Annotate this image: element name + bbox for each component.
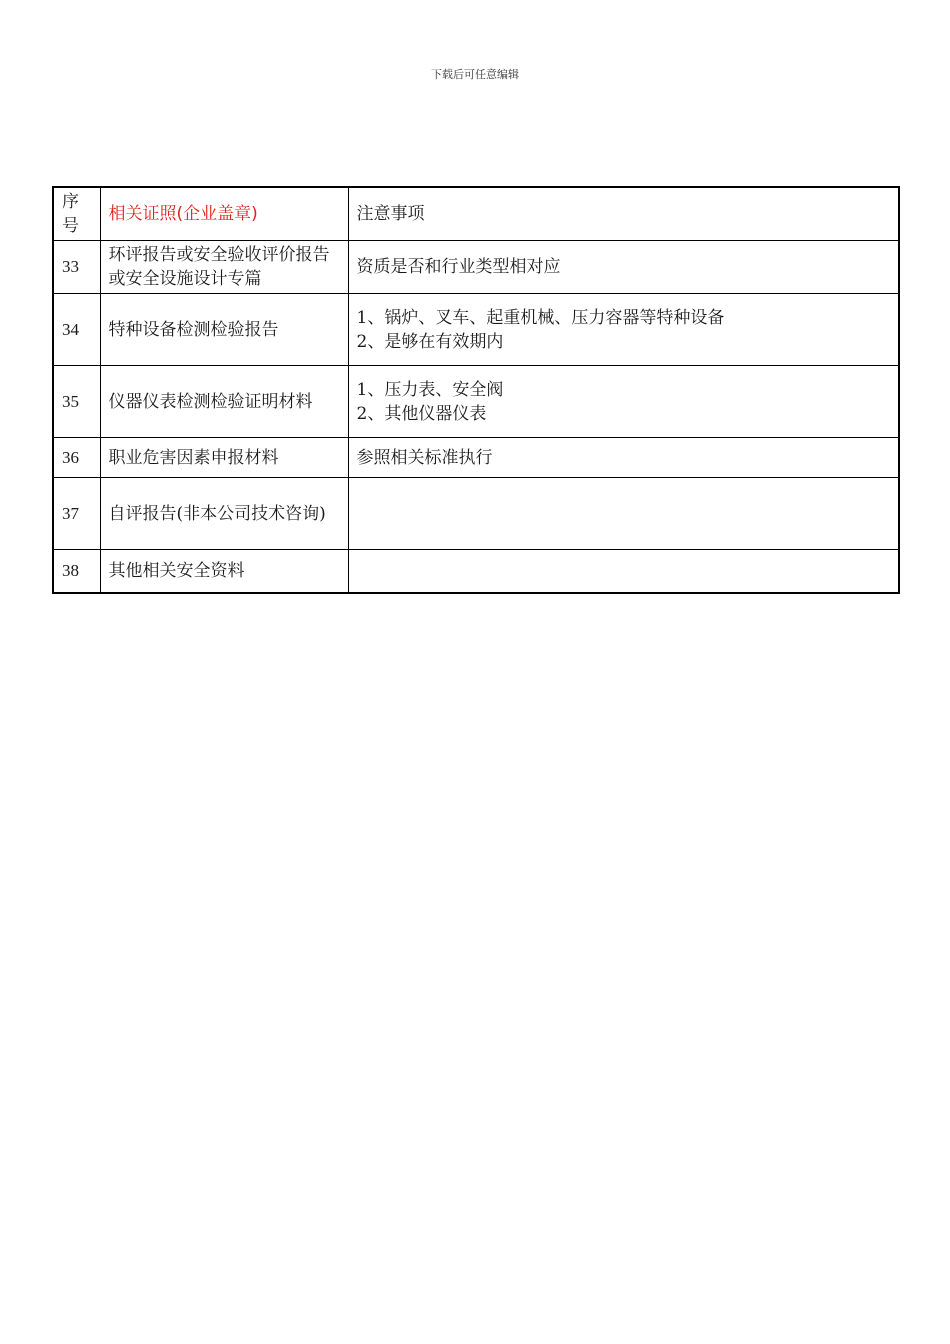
- row-document: 职业危害因素申报材料: [100, 438, 348, 478]
- row-notes: [348, 366, 899, 438]
- row-number: 33: [53, 241, 100, 294]
- row-notes: [348, 294, 899, 366]
- row-notes: [348, 478, 899, 550]
- table-header-row: [53, 187, 899, 241]
- table-row: [53, 366, 899, 438]
- row-number: 35: [53, 366, 100, 438]
- table-row: [53, 294, 899, 366]
- row-document: 其他相关安全资料: [100, 550, 348, 593]
- column-header-notes: 注意事项: [348, 187, 899, 241]
- row-document: 特种设备检测检验报告: [100, 294, 348, 366]
- row-number: 38: [53, 550, 100, 593]
- column-header-document: 相关证照(企业盖章): [100, 187, 348, 241]
- document-table: [52, 186, 900, 594]
- row-number: 37: [53, 478, 100, 550]
- table-row: [53, 241, 899, 294]
- row-number: 34: [53, 294, 100, 366]
- column-header-no: 序号: [53, 187, 100, 241]
- row-document: 自评报告(非本公司技术咨询): [100, 478, 348, 550]
- table-row: [53, 478, 899, 550]
- row-note-line: 2、其他仪器仪表: [356, 403, 487, 424]
- row-number: 36: [53, 438, 100, 478]
- row-notes: [348, 438, 899, 478]
- row-note-line: 2、是够在有效期内: [356, 331, 504, 352]
- table-row: [53, 438, 899, 478]
- row-notes: [348, 550, 899, 593]
- table-row: [53, 550, 899, 593]
- row-note-line: 资质是否和行业类型相对应: [356, 257, 561, 277]
- row-notes: [348, 241, 899, 294]
- row-note-line: 1、压力表、安全阀: [356, 379, 504, 400]
- row-document: 仪器仪表检测检验证明材料: [100, 366, 348, 438]
- page-header: 下载后可任意编辑: [431, 68, 519, 81]
- row-document: 环评报告或安全验收评价报告或安全设施设计专篇: [100, 241, 348, 294]
- row-note-line: 参照相关标准执行: [356, 447, 493, 468]
- row-note-line: 1、锅炉、叉车、起重机械、压力容器等特种设备: [356, 307, 725, 328]
